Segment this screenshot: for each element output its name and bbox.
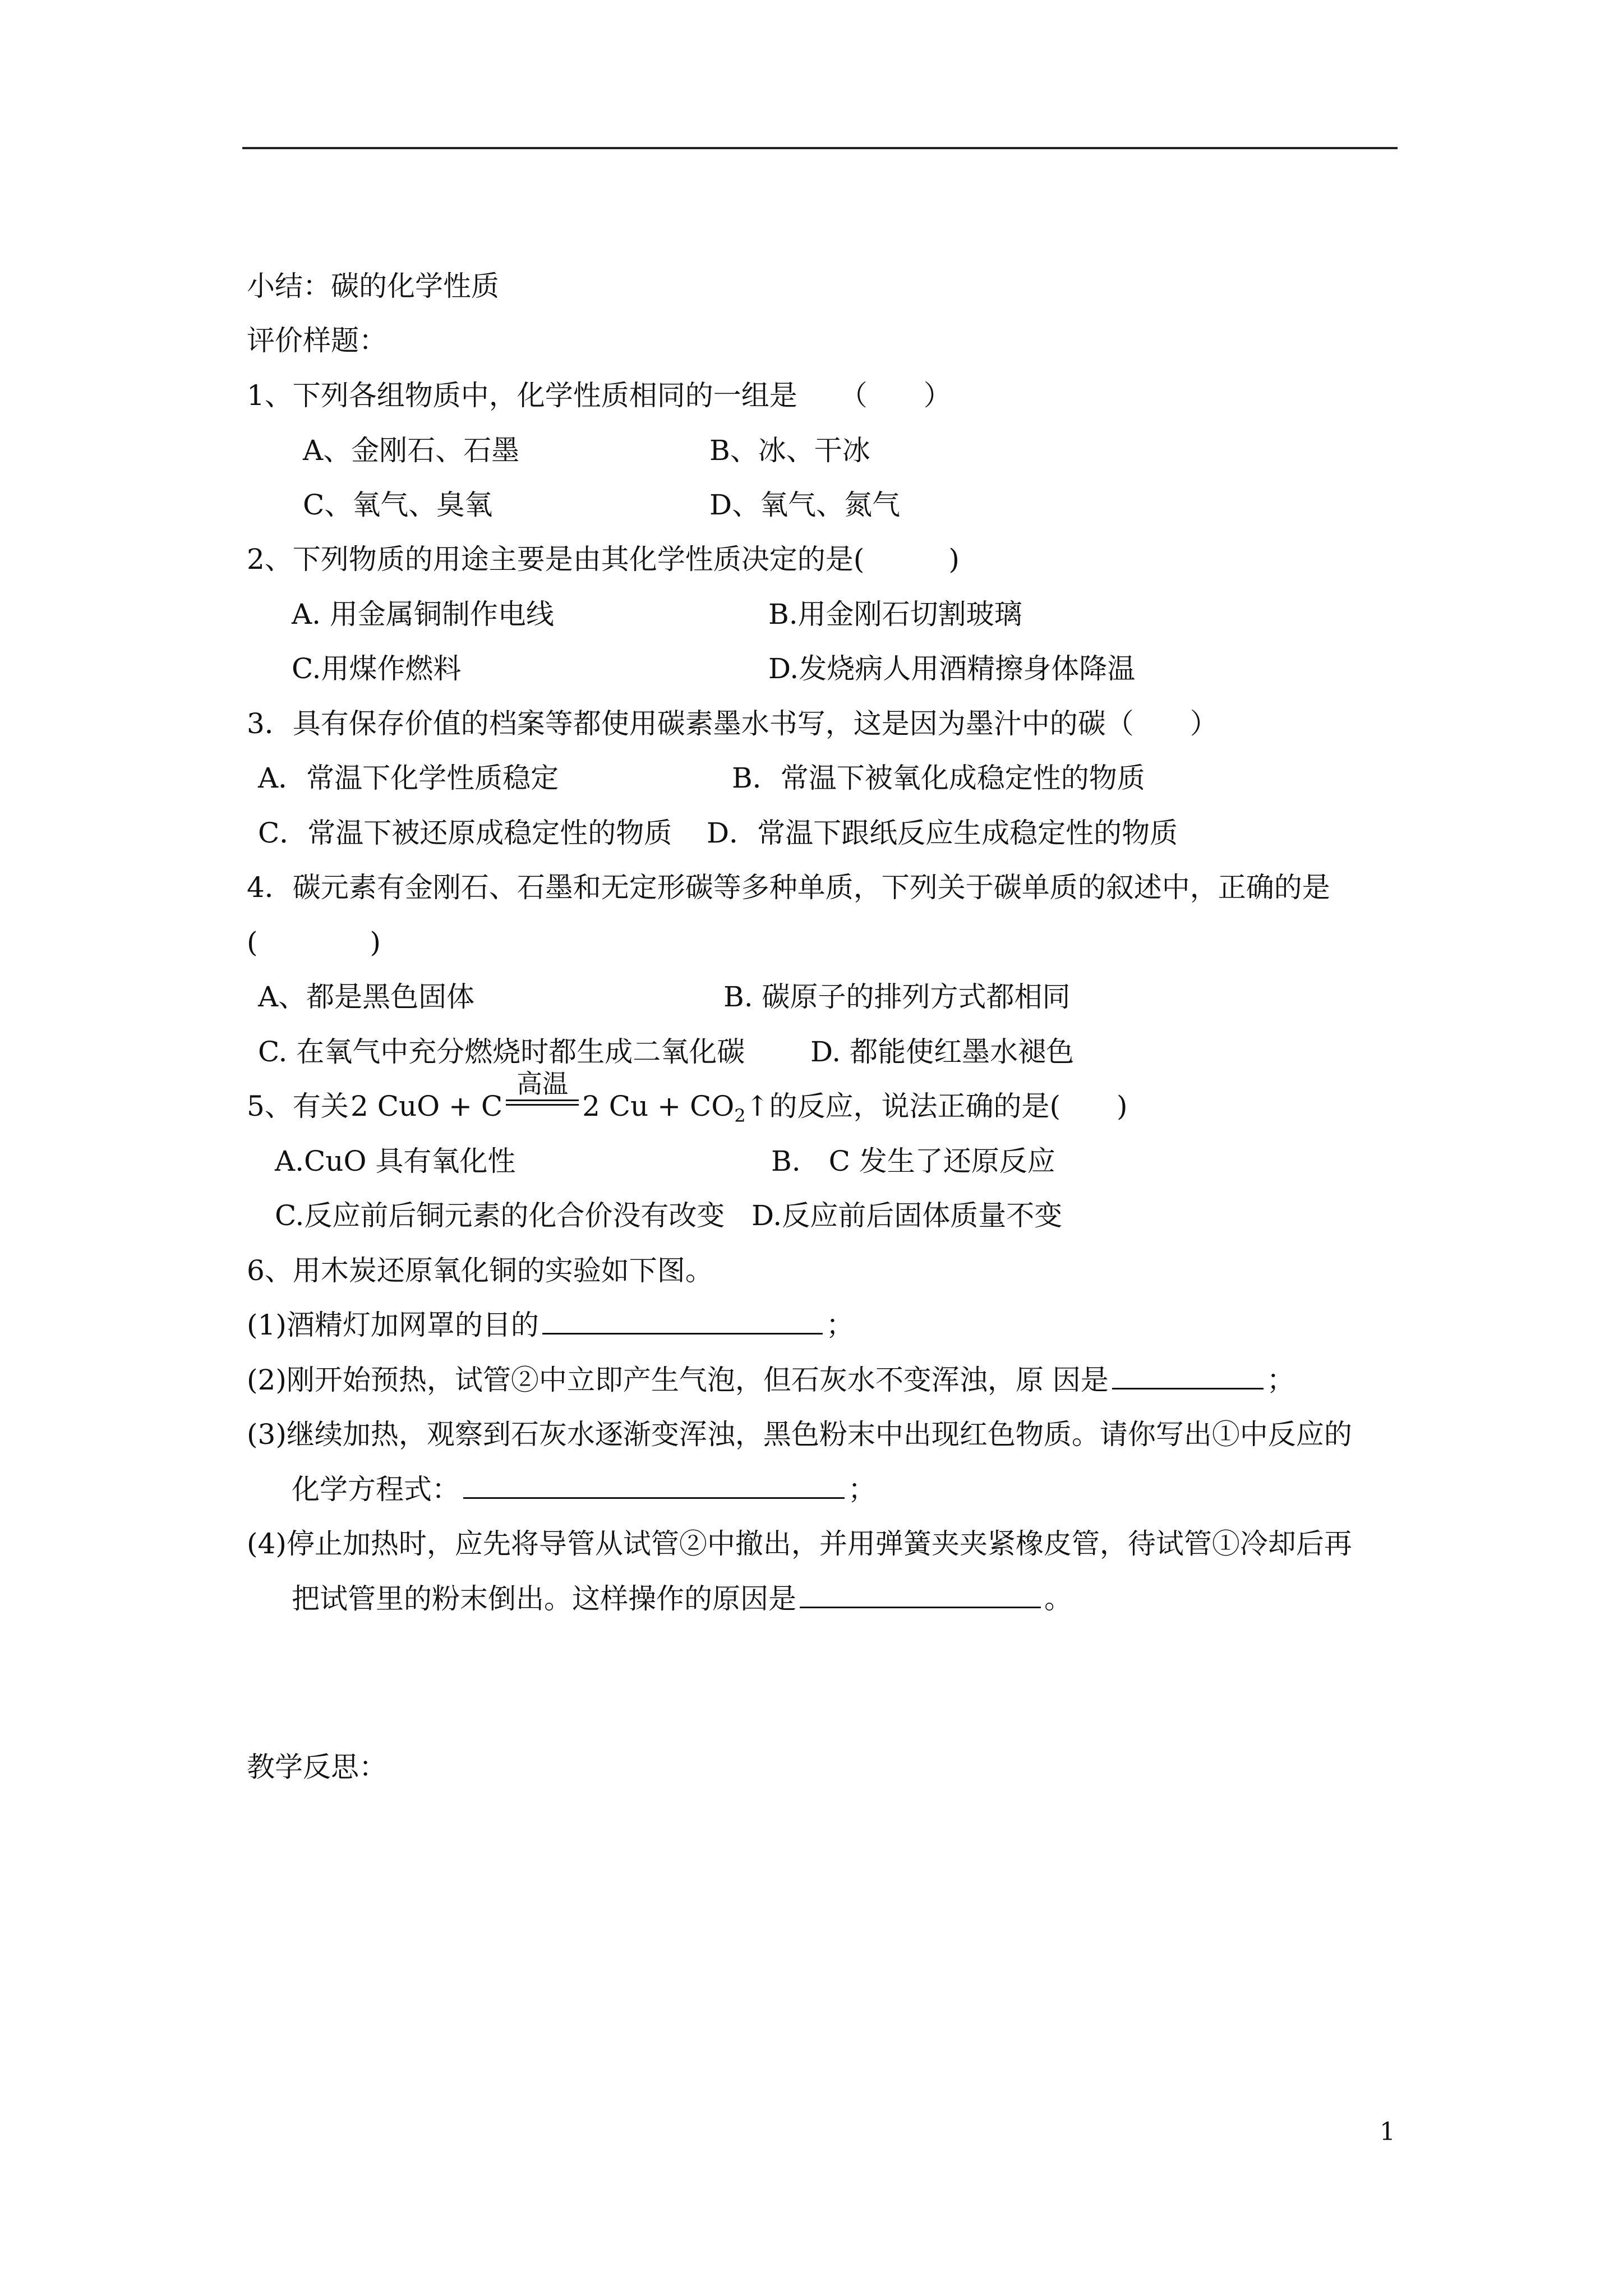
q6-part4-end: 。 [1044,1582,1072,1615]
q6-part2-blank[interactable] [1112,1363,1264,1389]
q6-part3-end: ； [848,1473,876,1506]
q6-part2-text: (2)刚开始预热，试管②中立即产生气泡，但石灰水不变浑浊，原 因是 [247,1364,1109,1396]
q6-part1 [247,1308,854,1342]
q5-gas-arrow: ↑ [745,1090,769,1122]
q1-option-c: C、氧气、臭氧 [303,489,493,521]
q5-subscript: 2 [734,1105,746,1126]
reflection-heading: 教学反思： [247,1751,387,1783]
q1-option-b: B、冰、干冰 [709,434,870,467]
q1-stem: 1、下列各组物质中，化学性质相同的一组是 （ ） [247,379,952,412]
q5-lhs: 2 CuO + C [351,1090,503,1122]
page-number: 1 [1380,2118,1395,2146]
q2-option-b: B.用金刚石切割玻璃 [768,598,1022,631]
q6-part4-line1: (4)停止加热时，应先将导管从试管②中撤出，并用弹簧夹夹紧橡皮管，待试管①冷却后再 [247,1527,1352,1560]
q5-suffix: 的反应，说法正确的是( ) [769,1090,1128,1122]
q1-option-a: A、金刚石、石墨 [303,434,520,467]
q4-option-b: B. 碳原子的排列方式都相同 [723,981,1071,1013]
q3-stem: 3．具有保存价值的档案等都使用碳素墨水书写，这是因为墨汁中的碳（ ） [247,707,1218,740]
q6-part1-text: (1)酒精灯加网罩的目的 [247,1309,539,1341]
q2-option-d: D.发烧病人用酒精擦身体降温 [768,652,1136,685]
q4-option-c: C. 在氧气中充分燃烧时都生成二氧化碳 [258,1036,745,1068]
q5-option-c: C.反应前后铜元素的化合价没有改变 [275,1199,725,1232]
q6-part4-line2 [292,1582,1072,1616]
q4-option-a: A、都是黑色固体 [258,981,475,1013]
summary-heading: 小结：碳的化学性质 [247,270,499,302]
q5-option-a: A.CuO 具有氧化性 [275,1145,516,1177]
q3-option-a: A．常温下化学性质稳定 [258,762,559,794]
q6-stem: 6、用木炭还原氧化铜的实验如下图。 [247,1254,713,1287]
q2-stem: 2、下列物质的用途主要是由其化学性质决定的是( ) [247,543,960,576]
q3-option-c: C．常温下被还原成稳定性的物质 [258,817,672,849]
q6-part1-blank[interactable] [542,1308,823,1335]
eval-heading: 评价样题： [247,324,387,357]
q6-part3-text: 化学方程式： [292,1473,460,1506]
q6-part4-text: 把试管里的粉末倒出。这样操作的原因是 [292,1582,796,1615]
q5-option-b: B. C 发生了还原反应 [771,1145,1055,1177]
header-rule [242,147,1398,149]
q5-prefix: 5、有关 [247,1090,349,1122]
q4-stem: 4．碳元素有金刚石、石墨和无定形碳等多种单质，下列关于碳单质的叙述中，正确的是 [247,871,1330,904]
q6-part2 [247,1363,1295,1397]
q3-option-b: B．常温下被氧化成稳定性的物质 [732,762,1145,794]
q6-part3-line1: (3)继续加热，观察到石灰水逐渐变浑浊，黑色粉末中出现红色物质。请你写出①中反应的 [247,1418,1352,1451]
q2-option-c: C.用煤作燃料 [292,652,462,685]
q5-equation [351,1069,1128,1133]
q5-option-d: D.反应前后固体质量不变 [751,1199,1063,1232]
q5-rhs: 2 Cu + CO [582,1090,735,1122]
q6-part1-end: ； [826,1309,854,1341]
q6-part3-line2 [292,1473,876,1506]
q3-option-d: D．常温下跟纸反应生成稳定性的物质 [707,817,1178,849]
q5-condition: 高温 [517,1069,569,1099]
q4-option-d: D. 都能使红墨水褪色 [810,1036,1075,1068]
q4-paren: ( ) [247,926,381,959]
q1-option-d: D、氧气、氮气 [709,489,901,521]
q5-condition-arrow [506,1069,579,1123]
q6-part4-blank[interactable] [800,1582,1041,1608]
q6-part2-end: ； [1266,1364,1295,1396]
q6-part3-blank[interactable] [463,1473,845,1499]
q2-option-a: A. 用金属铜制作电线 [292,598,554,631]
